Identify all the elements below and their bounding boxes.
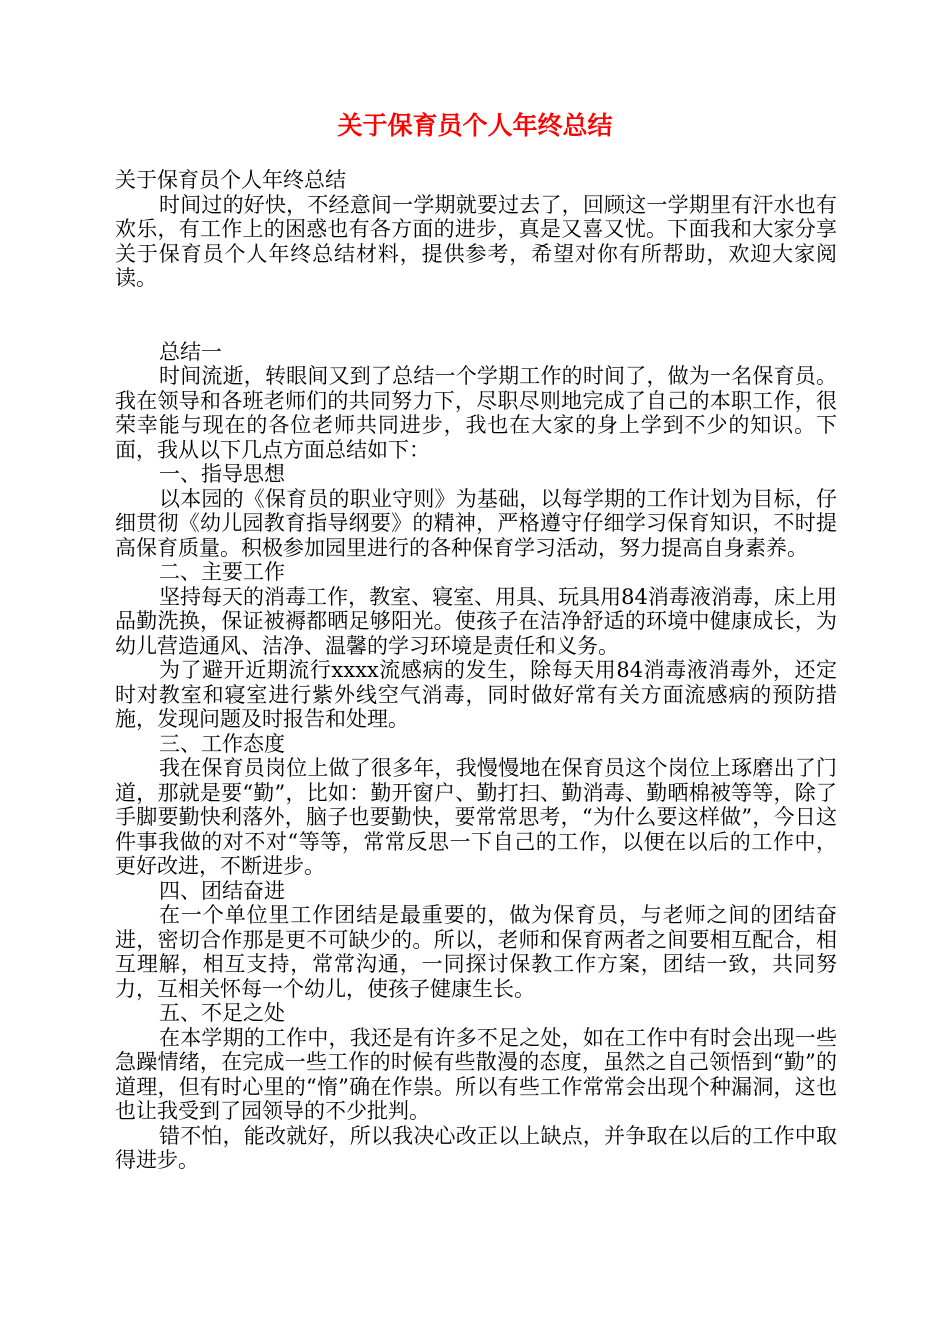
body-paragraph: 我在保育员岗位上做了很多年，我慢慢地在保育员这个岗位上琢磨出了门道，那就是要“勤”，比如：勤开窗户、勤打扫、勤消毒、勤晒棉被等等，除了手脚要勤快利落外，脑子也要勤快，要常常思考，“为什么要这样做”，今日这件事我做的对不对“等等，常常反思一下自己的工作，以便在以后的工作中，更好改进，不断进步。 xyxy=(115,756,837,878)
document-body xyxy=(115,168,837,1173)
opening-paragraph: 时间流逝，转眼间又到了总结一个学期工作的时间了，做为一名保育员。我在领导和各班老师们的共同努力下，尽职尽则地完成了自己的本职工作，很荣幸能与现在的各位老师共同进步，我也在大家的身上学到不少的知识。下面，我从以下几点方面总结如下： xyxy=(115,364,837,462)
section-label: 总结一 xyxy=(159,339,222,364)
section-heading: 五、不足之处 xyxy=(159,1001,285,1025)
document-title: 关于保育员个人年终总结 xyxy=(337,111,613,140)
body-paragraph: 在本学期的工作中，我还是有许多不足之处，如在工作中有时会出现一些急躁情绪，在完成一些工作的时候有些散漫的态度，虽然之自己领悟到“勤”的道理，但有时心里的“惰”确在作祟。所以有些工作常常会出现个种漏洞，这也也让我受到了园领导的不少批判。 xyxy=(115,1025,837,1123)
body-paragraph: 在一个单位里工作团结是最重要的，做为保育员，与老师之间的团结奋进，密切合作那是更不可缺少的。所以，老师和保育两者之间要相互配合，相互理解，相互支持，常常沟通，一同探讨保教工作方案，团结一致，共同努力，互相关怀每一个幼儿，使孩子健康生长。 xyxy=(115,903,837,1001)
body-paragraph: 错不怕，能改就好，所以我决心改正以上缺点，并争取在以后的工作中取得进步。 xyxy=(115,1123,837,1172)
spacer xyxy=(115,291,837,340)
section-heading: 一、指导思想 xyxy=(159,462,285,486)
intro-paragraph: 时间过的好快，不经意间一学期就要过去了，回顾这一学期里有汗水也有欢乐，有工作上的困惑也有各方面的进步，真是又喜又忧。下面我和大家分享关于保育员个人年终总结材料，提供参考，希望对你有所帮助，欢迎大家阅读。 xyxy=(115,192,837,290)
section-heading: 四、团结奋进 xyxy=(159,878,285,903)
section-heading: 二、主要工作 xyxy=(159,560,285,584)
body-paragraph: 坚持每天的消毒工作，教室、寝室、用具、玩具用84消毒液消毒，床上用品勤洗换，保证被褥都晒足够阳光。使孩子在洁净舒适的环境中健康成长，为幼儿营造通风、洁净、温馨的学习环境是责任和义务。 xyxy=(115,584,837,658)
document-subtitle: 关于保育员个人年终总结 xyxy=(115,168,346,192)
section-heading: 三、工作态度 xyxy=(159,731,285,756)
body-paragraph: 为了避开近期流行xxxx流感病的发生，除每天用84消毒液消毒外，还定时对教室和寝室进行紫外线空气消毒，同时做好常有关方面流感病的预防措施，发现问题及时报告和处理。 xyxy=(115,658,837,731)
body-paragraph: 以本园的《保育员的职业守则》为基础，以每学期的工作计划为目标，仔细贯彻《幼儿园教育指导纲要》的精神，严格遵守仔细学习保育知识，不时提高保育质量。积极参加园里进行的各种保育学习活动，努力提高自身素养。 xyxy=(115,486,837,560)
